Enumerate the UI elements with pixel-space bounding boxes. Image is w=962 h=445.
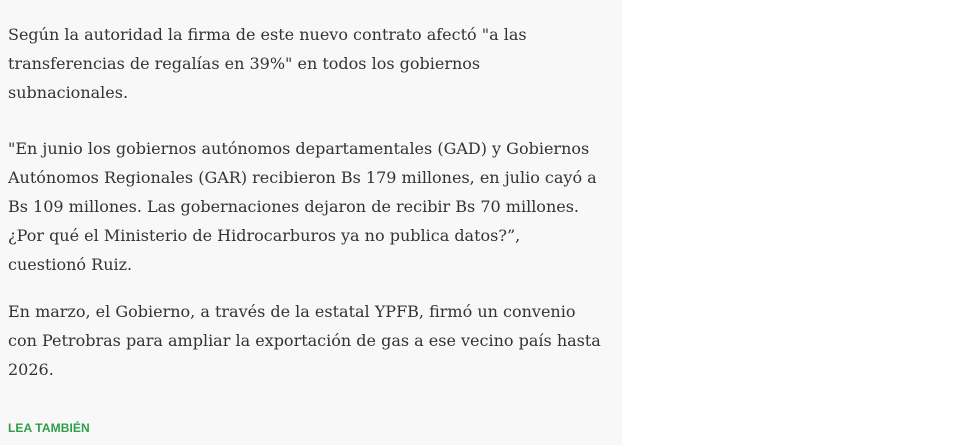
article-paragraph-1: Según la autoridad la firma de este nuevo contrato afectó "a las transferencias de regalías en 39%" en todos los gobiernos subnacionales. (8, 25, 527, 102)
article-paragraph-3: En marzo, el Gobierno, a través de la estatal YPFB, firmó un convenio con Petrobras para ampliar la exportación de gas a ese vecino país hasta 2026. (8, 302, 601, 379)
read-also-label: LEA TAMBIÉN (8, 421, 90, 435)
right-blank-area (622, 0, 962, 445)
article-paragraph-2: "En junio los gobiernos autónomos departamentales (GAD) y Gobiernos Autónomos Regionales (GAR) recibieron Bs 179 millones, en julio cayó a Bs 109 millones. Las gobernaciones dejaron de recibir Bs 70 millones. ¿Por qué el Ministerio de Hidrocarburos ya no publica datos?”, cuestionó Ruiz. (8, 139, 597, 274)
